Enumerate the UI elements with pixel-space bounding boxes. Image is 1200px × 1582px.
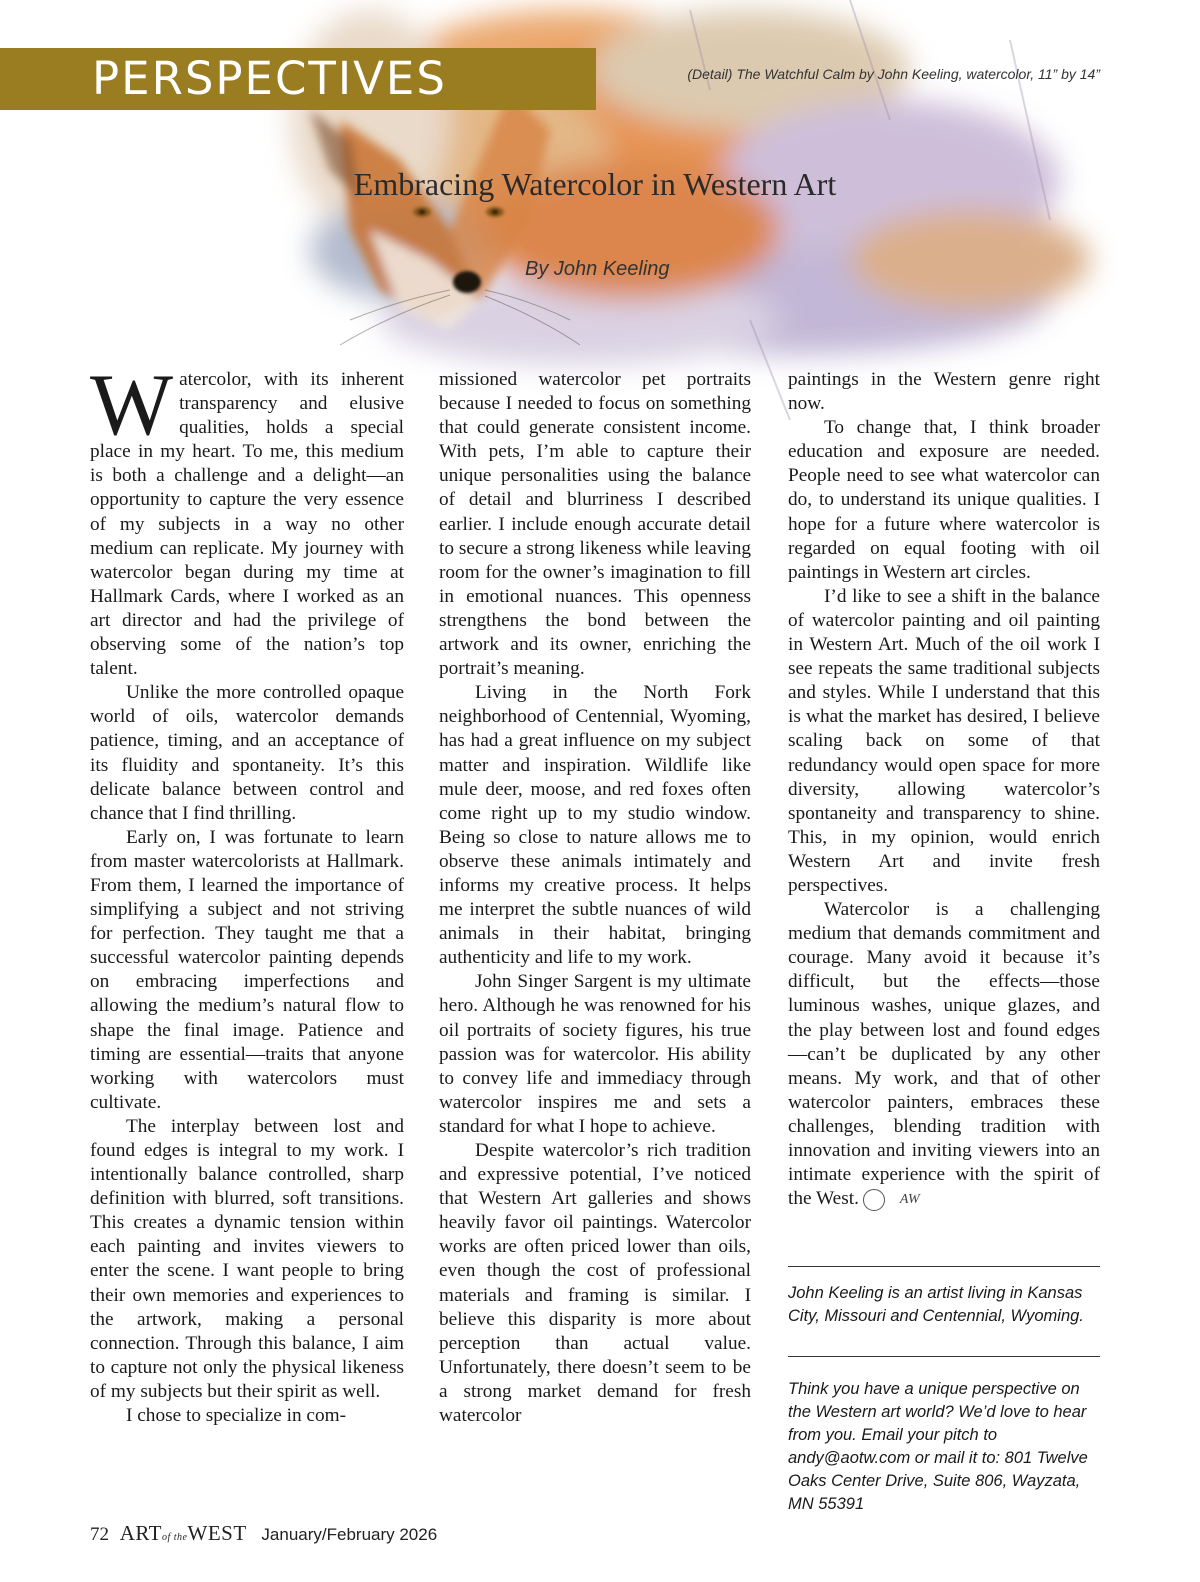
article-column-2 xyxy=(439,368,751,1428)
article-column-1 xyxy=(90,357,404,1428)
paragraph: The interplay between lost and found edges is integral to my work. I intentionally balance controlled, sharp definition with blurred, soft transitions. This creates a dynamic tension within each painting and invites viewers to enter the scene. I want people to bring their own memories and experiences to the artwork, making a personal connection. Through this balance, I aim to capture not only the physical likeness of my subjects but their spirit as well. xyxy=(90,1115,404,1402)
divider xyxy=(788,1356,1100,1357)
issue-date: January/February 2026 xyxy=(261,1525,438,1544)
magazine-logo: ARTof theWEST xyxy=(119,1521,247,1545)
paragraph: Unlike the more controlled opaque world of oils, watercolor demands patience, timing, and an acceptance of its fluidity and spontaneity. It’s this delicate balance between control and chance that I find thrilling. xyxy=(90,682,404,824)
article-title: Embracing Watercolor in Western Art xyxy=(353,166,837,202)
article-column-3 xyxy=(788,368,1100,1211)
page-footer xyxy=(90,1521,437,1546)
paragraph: Early on, I was fortunate to learn from master watercolorists at Hallmark. From them, I learned the importance of simplifying a subject and not striving for perfection. They taught me that a successful watercolor painting depends on embracing imperfections and allowing the medium’s natural flow to shape the final image. Patience and timing are essential—traits that anyone working with watercolors must cultivate. xyxy=(90,826,404,1113)
paragraph: Watercolor, with its inherent transparency and elusive qualities, holds a special place in my heart. To me, this medium is both a challenge and a delight—an opportunity to capture the very essence of my subjects in a way no other medium can replicate. My journey with watercolor began during my time at Hallmark Cards, where I worked as an art director and had the privilege of observing some of the nation’s top talent. xyxy=(90,357,404,680)
paragraph: To change that, I think broader education and exposure are needed. People need to see what watercolor can do, to understand its unique qualities. I hope for a future where watercolor is regarded on equal footing with oil paintings in Western art circles. xyxy=(788,417,1100,583)
paragraph: Living in the North Fork neighborhood of Centennial, Wyoming, has had a great influence on my subject matter and inspiration. Wildlife like mule deer, moose, and red foxes often come right up to my studio window. Being so close to nature allows me to observe these animals intimately and informs my creative process. It helps me interpret the subtle nuances of wild animals in their habitat, bringing authenticity and life to my work. xyxy=(439,682,751,969)
page-number: 72 xyxy=(90,1524,109,1545)
end-mark-logo-icon: AW xyxy=(863,1189,885,1211)
paragraph: John Singer Sargent is my ultimate hero. Although he was renowned for his oil portraits of society figures, his true passion was for watercolor. His ability to convey life and immediacy through watercolor inspires me and sets a standard for what I hope to achieve. xyxy=(439,971,751,1137)
paragraph: paintings in the Western genre right now. xyxy=(788,369,1100,415)
paragraph: I’d like to see a shift in the balance of watercolor painting and oil painting in Western Art. Much of the oil work I see repeats the same traditional subjects and styles. While I understand that this is what the market has desired, I believe scaling back on some of that redundancy would open space for more diversity, allowing watercolor’s spontaneity and transparency to shine. This, in my opinion, would enrich Western Art and invite fresh perspectives. xyxy=(788,585,1100,896)
paragraph: Watercolor is a challenging medium that demands commitment and courage. Many avoid it because it’s difficult, but the effects—those luminous washes, unique glazes, and the play between lost and found edges—can’t be duplicated by any other means. My work, and that of other watercolor painters, embraces these challenges, blending tradition with innovation and inviting viewers into an intimate experience with the spirit of the West. AW xyxy=(788,899,1100,1210)
divider xyxy=(788,1266,1100,1267)
artwork-caption: (Detail) The Watchful Calm by John Keeling, watercolor, 11” by 14” xyxy=(687,66,1100,82)
paragraph: missioned watercolor pet portraits because I needed to focus on something that could generate consistent income. With pets, I’m able to capture their unique personalities using the balance of detail and blurriness I described earlier. I include enough accurate detail to secure a strong likeness while leaving room for the owner’s imagination to fill in emotional nuances. This openness strengthens the bond between the artwork and its owner, enriching the portrait’s meaning. xyxy=(439,369,751,680)
article-byline: By John Keeling xyxy=(525,258,670,280)
paragraph: Despite watercolor’s rich tradition and expressive potential, I’ve noticed that Western Art galleries and shows heavily favor oil paintings. Watercolor works are often priced lower than oils, even though the cost of professional materials and framing is similar. I believe this disparity is more about perception than actual value. Unfortunately, there doesn’t seem to be a strong market demand for fresh watercolor xyxy=(439,1140,751,1427)
section-title: PERSPECTIVES xyxy=(92,52,447,105)
author-bio: John Keeling is an artist living in Kansas City, Missouri and Centennial, Wyoming. xyxy=(788,1284,1084,1325)
pitch-note: Think you have a unique perspective on the Western art world? We’d love to hear from you. Email your pitch to andy@aotw.com or mail it to: 801 Twelve Oaks Center Drive, Suite 806, Wayzata, MN 55391 xyxy=(788,1380,1088,1513)
drop-cap: W xyxy=(90,357,174,454)
paragraph: I chose to specialize in com- xyxy=(126,1405,347,1427)
